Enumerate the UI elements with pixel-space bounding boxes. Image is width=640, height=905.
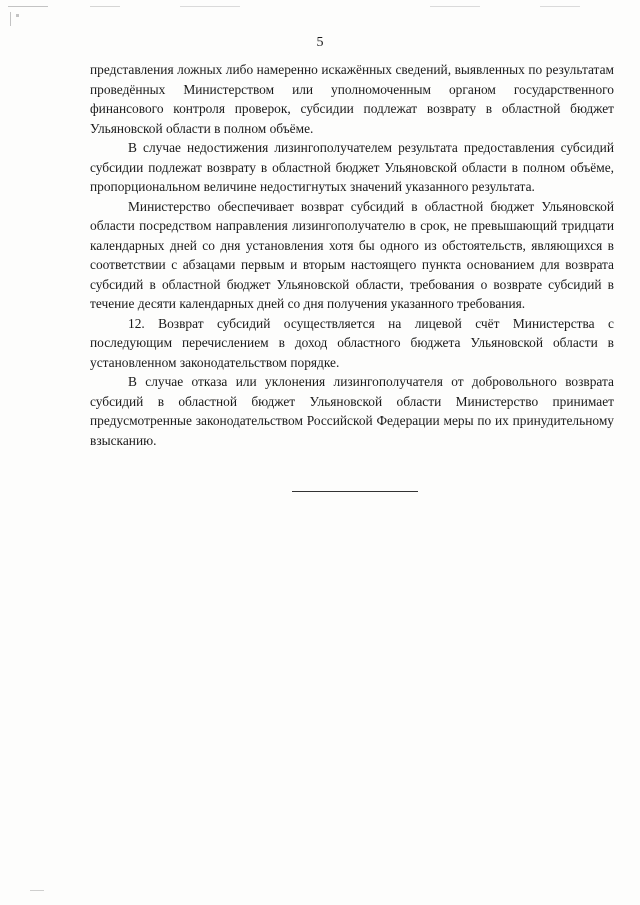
paragraph: Министерство обеспечивает возврат субсидий в областной бюджет Ульяновской области посредством направления лизингополучателю в срок, не превышающий тридцати календарных дней со дня установления хотя бы одного из обстоятельств, являющихся в соответствии с абзацами первым и вторым настоящего пункта основанием для возврата субсидий в областной бюджет Ульяновской области, требования о возврате субсидий в течение десяти календарных дней со дня получения указанного требования. (90, 198, 614, 311)
scan-artifact (10, 12, 11, 26)
scan-artifact (430, 6, 480, 7)
document-body (90, 60, 614, 450)
scan-artifact (540, 6, 580, 7)
paragraph: В случае отказа или уклонения лизингополучателя от добровольного возврата субсидий в областной бюджет Ульяновской области Министерство принимает предусмотренные законодательством Российской Федерации меры по их принудительному взысканию. (90, 374, 614, 448)
scan-artifact (16, 14, 19, 17)
end-of-document-rule (292, 491, 418, 492)
paragraph: 12. Возврат субсидий осуществляется на лицевой счёт Министерства с последующим перечислением в доход областного бюджета Ульяновской области в установленном законодательством порядке. (90, 315, 614, 370)
page-number: 5 (316, 35, 324, 50)
scan-artifact (90, 6, 120, 7)
paragraph: В случае недостижения лизингополучателем результата предоставления субсидий субсидии подлежат возврату в областной бюджет Ульяновской области в полном объёме, пропорциональном величине недостигнутых значений указанного результата. (90, 140, 614, 194)
scan-artifact (8, 6, 48, 7)
paragraph: представления ложных либо намеренно искажённых сведений, выявленных по результатам проведённых Министерством или уполномоченным органом государственного финансового контроля проверок, субсидии подлежат возврату в областной бюджет Ульяновской области в полном объёме. (90, 62, 614, 136)
scan-artifact (180, 6, 240, 7)
scan-artifact (30, 890, 44, 891)
